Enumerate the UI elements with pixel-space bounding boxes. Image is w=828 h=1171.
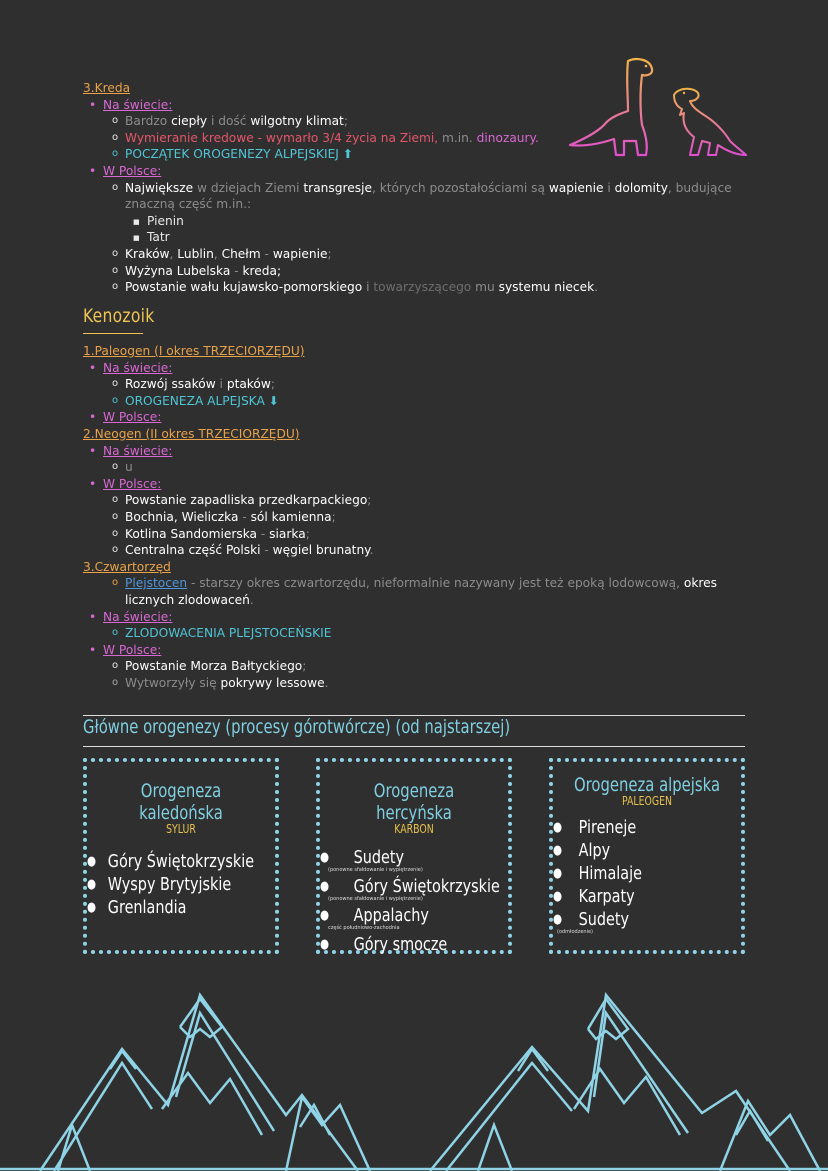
list-item: ● Góry smocze xyxy=(320,933,470,956)
list-item: ■ Tatr xyxy=(83,229,745,246)
orogeny-box-caledonian xyxy=(83,758,279,954)
list-item: o Bochnia, Wieliczka - sól kamienna; xyxy=(83,509,745,526)
box-title: Orogeneza kaledońska xyxy=(139,780,223,824)
kenozoik-section: 1.Paleogen (I okres TRZECIORZĘDU) • Na świecie: o Rozwój ssaków i ptaków; o OROGENEZA ALPEJSKA ⬇ • W Polsce: 2.Neogen (II okres TRZECIORZĘDU) • Na świecie: o u • W Polsce: o Powstanie zapadliska przedkarpackiego; o Bochnia, Wieliczka - sól kamienna; o Kotlina Sandomierska - siarka; o Centralna część Polski - węgiel brunatny. 3.Czwartorzęd o Plejstocen - starszy okres czwartorzędu, nieformalnie nazywany jest też epoką lodowcową, okres licznych zlodowaceń. • Na świecie: o ZLODOWACENIA PLEJSTOCEŃSKIE • W Polsce: o Powstanie Morza Bałtyckiego; o Wytworzyły się pokrywy lessowe. xyxy=(83,343,745,691)
box-period: PALEOGEN xyxy=(621,794,673,808)
list-item: ● Wyspy Brytyjskie xyxy=(87,873,237,896)
list-item: o Wytworzyły się pokrywy lessowe. xyxy=(83,675,745,692)
orogeny-box-hercynian xyxy=(316,758,512,954)
list-item: ● Appalachy xyxy=(320,904,470,927)
list-item: o Największe w dziejach Ziemi transgresje, których pozostałościami są wapienie i dolomity, budujące znaczną część m.in.: xyxy=(83,180,745,213)
note: (ponowne sfałdowanie i wypiętrzenie) xyxy=(328,896,423,902)
list-item: ● Pireneje xyxy=(553,816,703,839)
list-item: ● Sudety xyxy=(320,846,470,869)
list-item: o Rozwój ssaków i ptaków; xyxy=(83,376,745,393)
list-item: ● Góry Świętokrzyskie xyxy=(320,875,470,898)
box-title: Orogeneza hercyńska xyxy=(373,780,455,824)
note: część południowo-zachodnia xyxy=(328,925,400,931)
box-period: KARBON xyxy=(394,822,434,836)
list-item: o Powstanie zapadliska przedkarpackiego; xyxy=(83,492,745,509)
list-item: o u xyxy=(83,459,745,476)
czwartorzed-heading: 3.Czwartorzęd xyxy=(83,559,171,574)
list-item: o Kraków, Lublin, Chełm - wapienie; xyxy=(83,246,745,263)
neogen-heading: 2.Neogen (II okres TRZECIORZĘDU) xyxy=(83,426,300,441)
list-item: ● Alpy xyxy=(553,839,703,862)
box-period: SYLUR xyxy=(166,822,196,836)
kreda-poland-label: W Polsce: xyxy=(103,163,162,178)
list-item: o Plejstocen - starszy okres czwartorzędu, nieformalnie nazywany jest też epoką lodowcową, okres licznych zlodowaceń. xyxy=(83,575,745,608)
list-item: o Powstanie Morza Bałtyckiego; xyxy=(83,658,745,675)
note: (odmłodzenie) xyxy=(557,929,593,935)
list-item: ■ Pienin xyxy=(83,213,745,230)
list-item: o Bardzo ciepły i dość wilgotny klimat; xyxy=(83,113,745,130)
list-item: o POCZĄTEK OROGENEZY ALPEJSKIEJ ⬆ xyxy=(83,146,745,163)
list-item: ● Grenlandia xyxy=(87,896,237,919)
list-item: ● Karpaty xyxy=(553,885,703,908)
list-item: ● Góry Świętokrzyskie xyxy=(87,850,237,873)
box-title: Orogeneza alpejska xyxy=(573,774,721,796)
list-item: ● Himalaje xyxy=(553,862,703,885)
list-item: o Wyżyna Lubelska - kreda; xyxy=(83,263,745,280)
list-item: o Kotlina Sandomierska - siarka; xyxy=(83,526,745,543)
list-item: o Powstanie wału kujawsko-pomorskiego i towarzyszącego mu systemu niecek. xyxy=(83,279,745,296)
mountains-decoration xyxy=(0,985,828,1171)
list-item: o OROGENEZA ALPEJSKA ⬇ xyxy=(83,393,745,410)
orogeny-box-alpine xyxy=(549,758,745,954)
kreda-section xyxy=(83,80,745,296)
orogenezy-title: Główne orogenezy (procesy górotwórcze) (od najstarszej) xyxy=(83,716,511,738)
kreda-world-label: Na świecie: xyxy=(103,97,173,112)
note: (ponowne sfałdowanie i wypiętrzenie) xyxy=(328,867,423,873)
kenozoik-underline xyxy=(83,333,143,334)
list-item: ● Sudety xyxy=(553,908,703,931)
paleogen-heading: 1.Paleogen (I okres TRZECIORZĘDU) xyxy=(83,344,305,358)
kenozoik-title: Kenozoik xyxy=(83,305,155,327)
kreda-heading: 3.Kreda xyxy=(83,81,131,95)
list-item: o Centralna część Polski - węgiel brunatny. xyxy=(83,542,745,559)
list-item: o Wymieranie kredowe - wymarło 3/4 życia na Ziemi, m.in. dinozaury. xyxy=(83,130,745,147)
divider xyxy=(83,746,745,747)
list-item: o ZLODOWACENIA PLEJSTOCEŃSKIE xyxy=(83,625,745,642)
